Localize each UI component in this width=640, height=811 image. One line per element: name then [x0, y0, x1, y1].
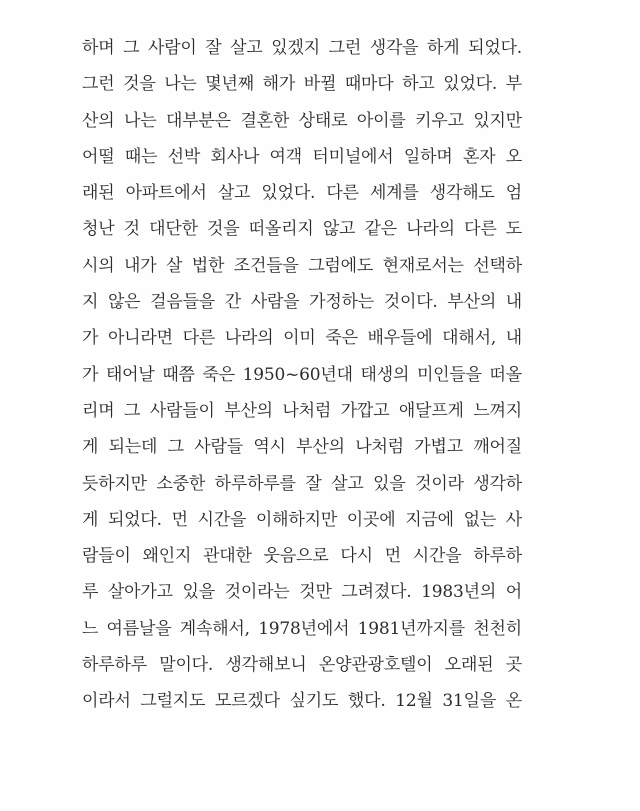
text-line: 산의 나는 대부분은 결혼한 상태로 아이를 키우고 있지만 [82, 110, 522, 131]
text-line: 루 살아가고 있을 것이라는 것만 그려졌다. 1983년의 어 [82, 582, 522, 603]
text-line: 어떨 때는 선박 회사나 여객 터미널에서 일하며 혼자 오 [82, 146, 522, 167]
text-line: 래된 아파트에서 살고 있었다. 다른 세계를 생각해도 엄 [82, 183, 522, 204]
text-line: 청난 것 대단한 것을 떠올리지 않고 같은 나라의 다른 도 [82, 219, 522, 240]
text-line: 가 태어날 때쯤 죽은 1950~60년대 태생의 미인들을 떠올 [82, 364, 522, 385]
text-line: 가 아니라면 다른 나라의 이미 죽은 배우들에 대해서, 내 [82, 328, 522, 349]
text-line: 하며 그 사람이 잘 살고 있겠지 그런 생각을 하게 되었다. [82, 38, 522, 58]
text-line: 느 여름날을 계속해서, 1978년에서 1981년까지를 천천히 [82, 618, 522, 639]
text-line: 이라서 그럴지도 모르겠다 싶기도 했다. 12월 31일을 온 [82, 691, 522, 712]
text-line: 듯하지만 소중한 하루하루를 잘 살고 있을 것이라 생각하 [82, 473, 522, 494]
text-line: 지 않은 걸음들을 간 사람을 가정하는 것이다. 부산의 내 [82, 292, 522, 313]
text-line: 게 되었다. 먼 시간을 이해하지만 이곳에 지금에 없는 사 [82, 509, 522, 530]
text-line: 하루하루 말이다. 생각해보니 온양관광호텔이 오래된 곳 [82, 655, 523, 676]
text-line: 게 되는데 그 사람들 역시 부산의 나처럼 가볍고 깨어질 [82, 437, 522, 458]
body-text [82, 30, 522, 720]
text-line: 리며 그 사람들이 부산의 나처럼 가깝고 애달프게 느껴지 [82, 400, 522, 421]
text-line: 시의 내가 살 법한 조건들을 그럼에도 현재로서는 선택하 [82, 255, 522, 276]
text-line: 그런 것을 나는 몇년째 해가 바뀔 때마다 하고 있었다. 부 [82, 74, 522, 95]
text-line: 람들이 왜인지 관대한 웃음으로 다시 먼 시간을 하루하 [82, 546, 522, 567]
